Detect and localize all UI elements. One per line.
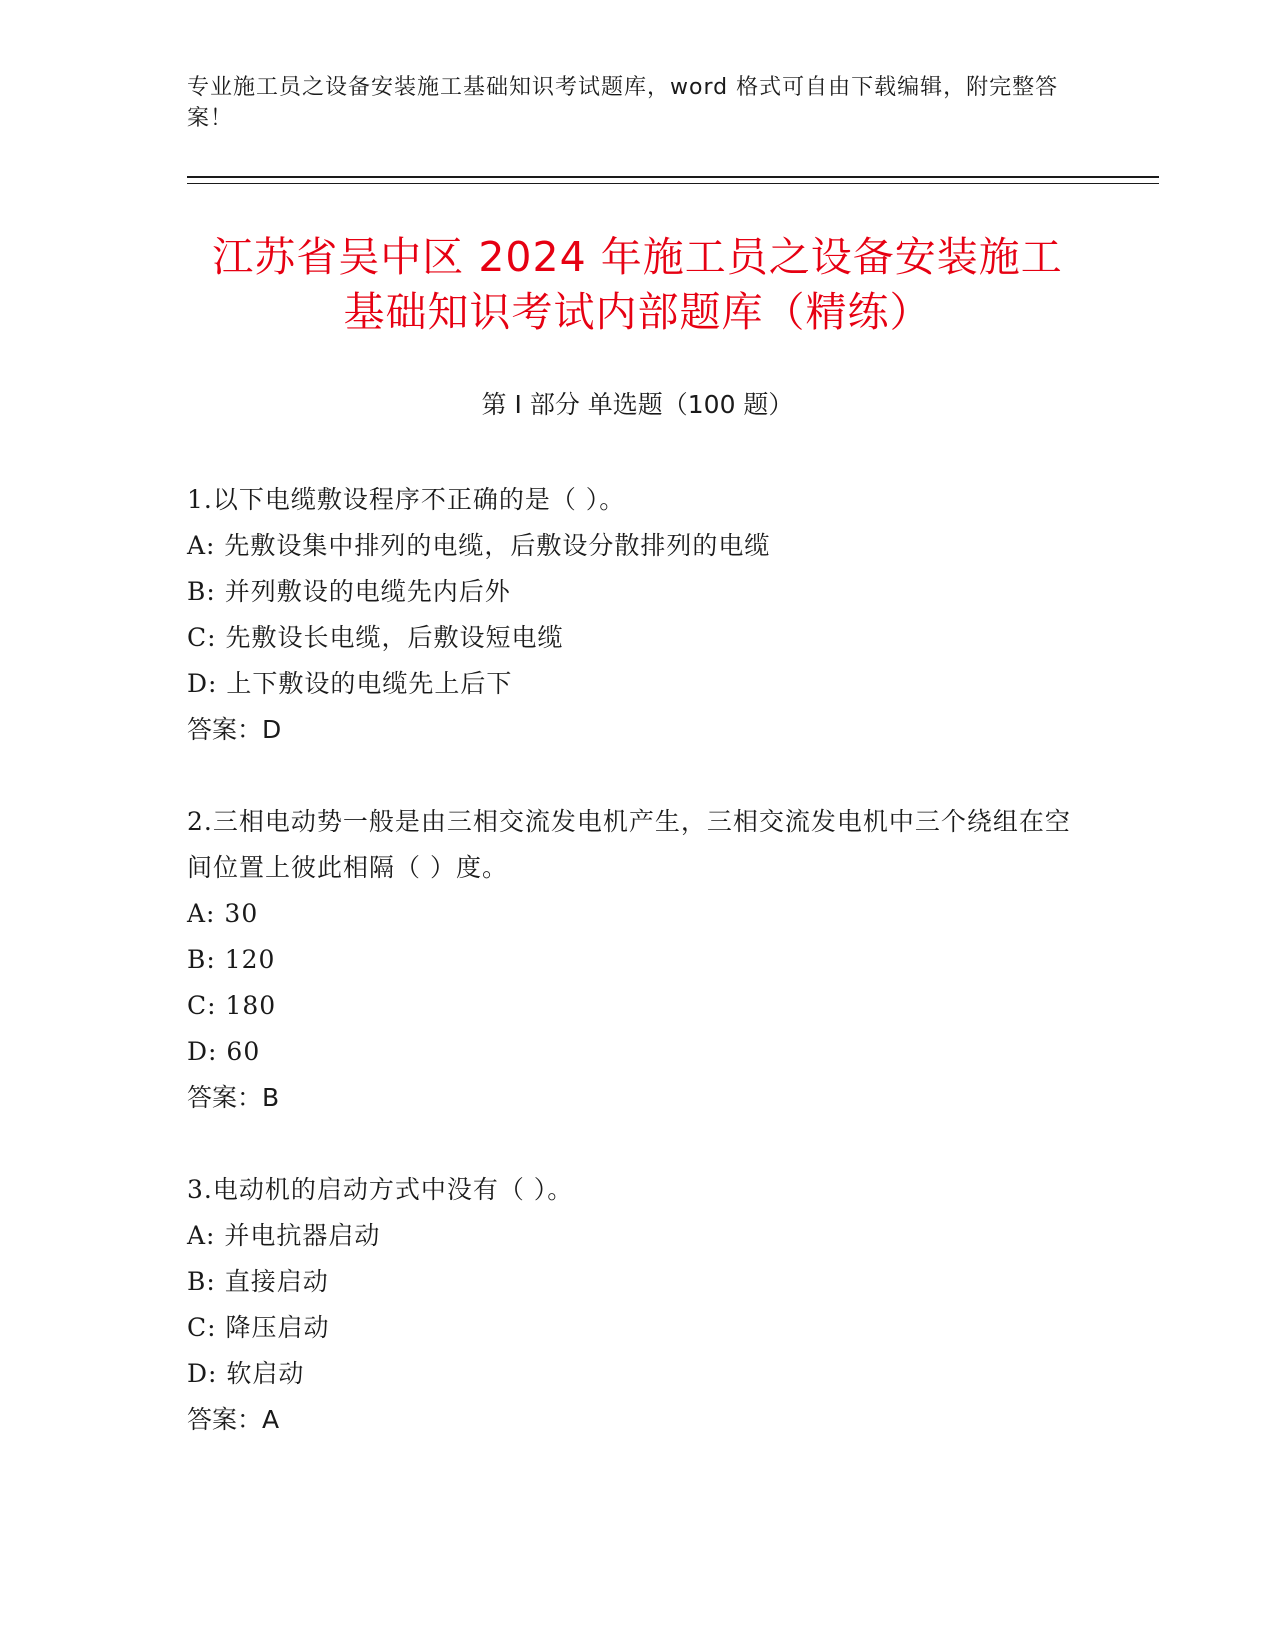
section-heading: 第 I 部分 单选题（100 题） bbox=[481, 390, 794, 419]
option-c: C: 降压启动 bbox=[187, 1313, 330, 1342]
document-title-line-1: 江苏省吴中区 2024 年施工员之设备安装施工 bbox=[212, 233, 1063, 281]
answer-line: 答案：A bbox=[187, 1405, 280, 1434]
option-d: D: 软启动 bbox=[187, 1359, 305, 1388]
option-c: C: 先敷设长电缆，后敷设短电缆 bbox=[187, 623, 564, 652]
question-1 bbox=[187, 477, 1087, 753]
header-note: 专业施工员之设备安装施工基础知识考试题库，word 格式可自由下载编辑，附完整答案！ bbox=[187, 75, 1059, 131]
option-b: B: 并列敷设的电缆先内后外 bbox=[187, 577, 511, 606]
option-b: B: 120 bbox=[187, 945, 276, 974]
option-a: A: 30 bbox=[187, 899, 259, 928]
answer-line: 答案：B bbox=[187, 1083, 280, 1112]
option-b: B: 直接启动 bbox=[187, 1267, 329, 1296]
question-stem: 2.三相电动势一般是由三相交流发电机产生，三相交流发电机中三个绕组在空间位置上彼此相隔（ ）度。 bbox=[187, 807, 1071, 882]
question-stem: 3.电动机的启动方式中没有（ ）。 bbox=[187, 1175, 574, 1204]
question-list bbox=[187, 477, 1087, 1489]
option-c: C: 180 bbox=[187, 991, 277, 1020]
question-stem: 1.以下电缆敷设程序不正确的是（ ）。 bbox=[187, 485, 626, 514]
question-3 bbox=[187, 1167, 1087, 1443]
answer-line: 答案：D bbox=[187, 715, 282, 744]
option-a: A: 先敷设集中排列的电缆，后敷设分散排列的电缆 bbox=[187, 531, 771, 560]
question-2 bbox=[187, 799, 1087, 1121]
document-title bbox=[150, 230, 1125, 340]
document-title-line-2: 基础知识考试内部题库（精练） bbox=[343, 288, 932, 336]
header-divider-thick bbox=[187, 176, 1159, 178]
header-divider-thin bbox=[187, 183, 1159, 184]
option-d: D: 60 bbox=[187, 1037, 261, 1066]
option-d: D: 上下敷设的电缆先上后下 bbox=[187, 669, 513, 698]
option-a: A: 并电抗器启动 bbox=[187, 1221, 381, 1250]
